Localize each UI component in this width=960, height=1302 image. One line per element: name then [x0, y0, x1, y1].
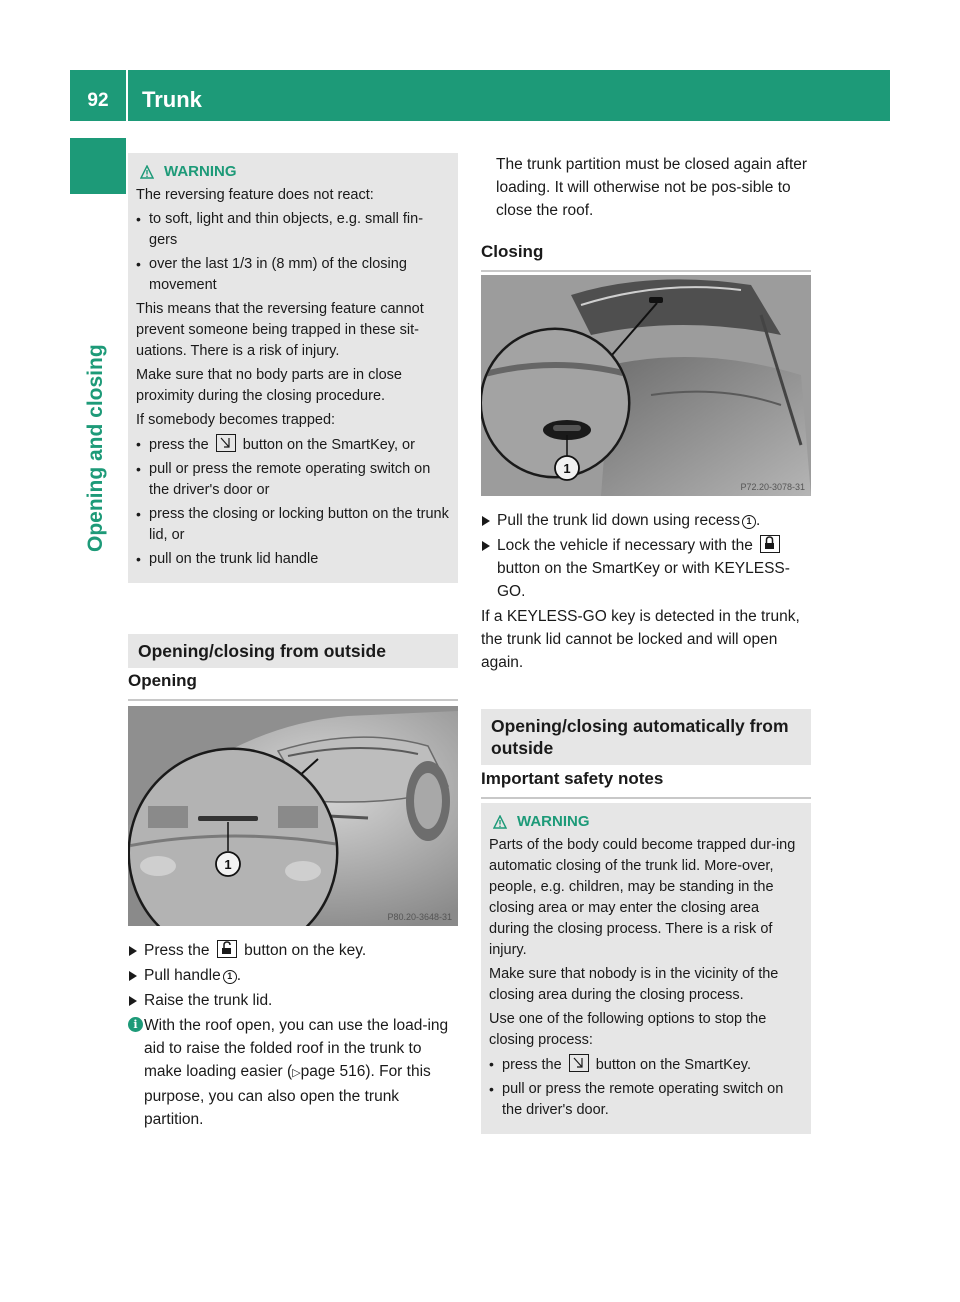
- subheading-opening: Opening: [128, 671, 458, 701]
- list-item: • pull or press the remote operating switch on the driver's door.: [489, 1079, 803, 1121]
- section-heading-auto: Opening/closing automatically from outside: [481, 709, 811, 765]
- warning-box-reversing: [128, 153, 458, 583]
- list-item: • over the last 1/3 in (8 mm) of the closing movement: [136, 254, 450, 296]
- trunk-partition-note: The trunk partition must be closed again after loading. It will otherwise not be pos-sible to close the roof.: [496, 156, 808, 219]
- subheading-safety: Important safety notes: [481, 769, 811, 799]
- figure-code: P72.20-3078-31: [740, 482, 805, 492]
- warning-heading: WARNING: [140, 161, 450, 182]
- step-item: Pull the trunk lid down using recess 1 .: [481, 509, 813, 532]
- closing-instructions: [481, 509, 813, 674]
- warning-triangle-icon: [140, 165, 154, 179]
- opening-instructions: [128, 939, 460, 1131]
- subheading-closing: Closing: [481, 242, 811, 272]
- unlock-icon: [217, 940, 237, 958]
- callout-ref: 1: [742, 515, 756, 529]
- warning-box-auto-closing: [481, 803, 811, 1134]
- warning-intro: The reversing feature does not react:: [136, 187, 374, 203]
- figure-opening-illustration: [128, 706, 458, 926]
- warning-heading: WARNING: [493, 811, 803, 832]
- warning-paragraph: Parts of the body could become trapped dur-ing automatic closing of the trunk lid. More-over, people, e.g. children, may be standing in the closing area or may enter the closing area during the closing process. There is a risk of injury.: [489, 837, 796, 958]
- info-icon: i: [128, 1017, 143, 1032]
- page-title: Trunk: [142, 87, 202, 112]
- warning-paragraph: Make sure that nobody is in the vicinity of the closing area during the closing process.: [489, 966, 779, 1003]
- step-item: Press the button on the key.: [128, 939, 460, 962]
- header-divider: [126, 70, 128, 121]
- figure-code: P80.20-3648-31: [387, 912, 452, 922]
- side-tab-label: Opening and closing: [84, 344, 107, 552]
- list-item: • pull or press the remote operating switch on the driver's door or: [136, 459, 450, 501]
- warning-triangle-icon: [493, 815, 507, 829]
- section-heading-outside: Opening/closing from outside: [128, 634, 458, 668]
- figure-callout: 1: [224, 857, 232, 872]
- trunk-key-icon: [216, 434, 236, 452]
- list-item: • to soft, light and thin objects, e.g. small fin-gers: [136, 209, 450, 251]
- figure-opening: [128, 706, 458, 926]
- step-item: Raise the trunk lid.: [128, 989, 460, 1012]
- side-tab-block: [70, 138, 126, 194]
- trunk-key-icon: [569, 1054, 589, 1072]
- list-item: • press the closing or locking button on the trunk lid, or: [136, 504, 450, 546]
- warning-paragraph: Use one of the following options to stop the closing process:: [489, 1011, 767, 1048]
- step-item: Pull handle 1 .: [128, 964, 460, 987]
- warning-paragraph: Make sure that no body parts are in close proximity during the closing procedure.: [136, 367, 402, 404]
- page-number: 92: [87, 90, 109, 111]
- info-note: i With the roof open, you can use the load-ing aid to raise the folded roof in the trunk to make loading easier (▷page 516). For this purpose, you can also open the trunk partition.: [128, 1014, 460, 1131]
- lock-icon: [760, 535, 780, 553]
- keyless-go-note: If a KEYLESS-GO key is detected in the trunk, the trunk lid cannot be locked and will open again.: [481, 608, 800, 671]
- list-item: • pull on the trunk lid handle: [136, 549, 450, 570]
- page-ref-arrow-icon: ▷: [292, 1067, 301, 1079]
- figure-closing: [481, 275, 811, 496]
- step-item: Lock the vehicle if necessary with the button on the SmartKey or with KEYLESS-GO.: [481, 534, 813, 603]
- list-item: • press the button on the SmartKey, or: [136, 434, 450, 456]
- figure-closing-illustration: [481, 275, 811, 496]
- warning-paragraph: This means that the reversing feature cannot prevent someone being trapped in these sit-uations. There is a risk of injury.: [136, 301, 424, 359]
- callout-ref: 1: [223, 970, 237, 984]
- list-item: • press the button on the SmartKey.: [489, 1054, 803, 1076]
- figure-callout: 1: [563, 461, 571, 476]
- warning-paragraph: If somebody becomes trapped:: [136, 412, 336, 428]
